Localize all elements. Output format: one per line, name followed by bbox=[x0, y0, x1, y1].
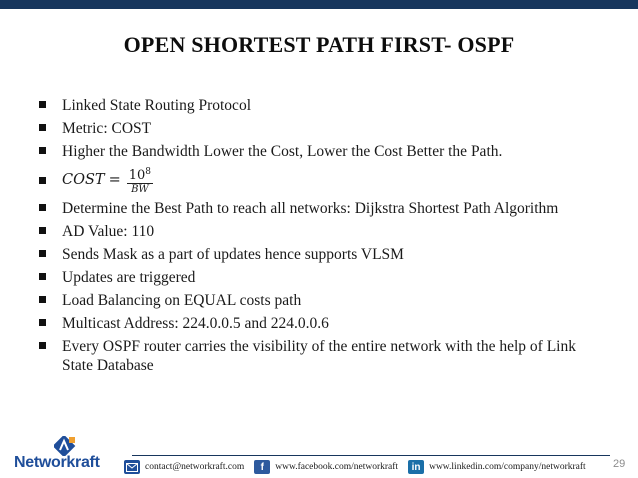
linkedin-icon: in bbox=[408, 460, 424, 474]
bullet-item-formula bbox=[38, 165, 608, 196]
slide-title: OPEN SHORTEST PATH FIRST- OSPF bbox=[123, 32, 515, 57]
formula-lhs: COST bbox=[62, 172, 105, 188]
logo-text: Networkraft bbox=[14, 454, 100, 471]
formula-equals: = bbox=[108, 172, 121, 188]
bullet-item: Every OSPF router carries the visibility of the entire network with the help of Link State Database bbox=[38, 337, 608, 375]
square-bullet-icon bbox=[39, 177, 46, 184]
bullet-list bbox=[38, 96, 608, 379]
bullet-item: Multicast Address: 224.0.0.5 and 224.0.0.6 bbox=[38, 314, 608, 333]
bullet-item: Metric: COST bbox=[38, 119, 608, 138]
bullet-item: Load Balancing on EQUAL costs path bbox=[38, 291, 608, 310]
formula-numerator: $10^8$ bbox=[128, 167, 152, 183]
bullet-item: Determine the Best Path to reach all networks: Dijkstra Shortest Path Algorithm bbox=[38, 199, 608, 218]
footer-linkedin[interactable] bbox=[408, 460, 586, 474]
square-bullet-icon bbox=[39, 204, 46, 211]
bullet-item: AD Value: 110 bbox=[38, 222, 608, 241]
square-bullet-icon bbox=[39, 147, 46, 154]
logo-mark-icon bbox=[54, 436, 76, 456]
top-accent-bar bbox=[0, 0, 638, 9]
square-bullet-icon bbox=[39, 273, 46, 280]
bullet-item: Sends Mask as a part of updates hence supports VLSM bbox=[38, 245, 608, 264]
linkedin-link[interactable]: www.linkedin.com/company/networkraft bbox=[429, 462, 586, 472]
square-bullet-icon bbox=[39, 227, 46, 234]
email-link[interactable]: contact@networkraft.com bbox=[145, 462, 245, 472]
square-bullet-icon bbox=[39, 319, 46, 326]
bullet-item: Updates are triggered bbox=[38, 268, 608, 287]
bullet-item: Linked State Routing Protocol bbox=[38, 96, 608, 115]
email-icon bbox=[124, 460, 140, 474]
formula-fraction bbox=[127, 165, 153, 196]
facebook-link[interactable]: www.facebook.com/networkraft bbox=[275, 462, 399, 472]
square-bullet-icon bbox=[39, 250, 46, 257]
bullet-item: Higher the Bandwidth Lower the Cost, Lower the Cost Better the Path. bbox=[38, 142, 608, 161]
footer-facebook[interactable] bbox=[254, 460, 398, 474]
square-bullet-icon bbox=[39, 296, 46, 303]
footer-divider bbox=[132, 455, 610, 456]
footer-contacts bbox=[124, 459, 596, 475]
formula-denominator: BW bbox=[131, 184, 149, 195]
square-bullet-icon bbox=[39, 101, 46, 108]
square-bullet-icon bbox=[39, 342, 46, 349]
square-bullet-icon bbox=[39, 124, 46, 131]
facebook-icon: f bbox=[254, 460, 270, 474]
networkraft-logo bbox=[14, 436, 126, 472]
footer-email[interactable] bbox=[124, 460, 244, 474]
page-number: 29 bbox=[613, 458, 626, 470]
cost-formula bbox=[62, 165, 153, 196]
